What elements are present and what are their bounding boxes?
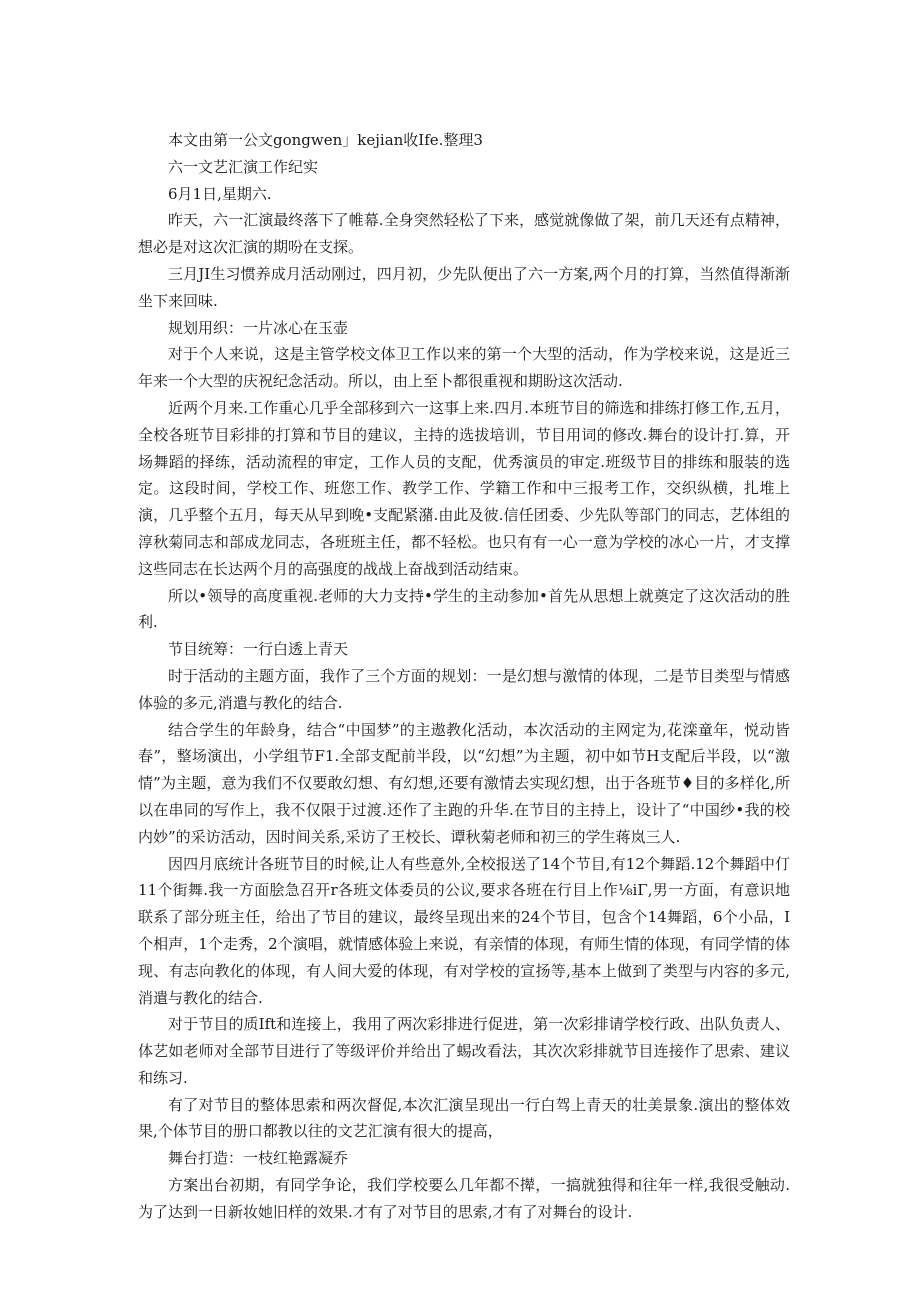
document-date: 6月1日,星期六. bbox=[168, 184, 272, 203]
paragraph: 对于个人来说，这是主管学校文体卫工作以来的第一个大型的活动，作为学校来说，这是近三年来一个大型的庆祝纪念活动。所以，由上至卜都很重视和期盼这次活动. bbox=[138, 345, 790, 391]
paragraph: 对于节目的质Ift和连接上，我用了两次彩排进行促进，第一次彩排请学校行政、出队负责人、体艺如老师对全部节目进行了等级评价并给出了蜴改看法，其次次彩排就节目连接作了思索、建议和练习. bbox=[138, 1015, 790, 1087]
document-body bbox=[138, 127, 790, 1226]
paragraph: 有了对节目的整体思索和两次督促,本次汇演呈现出一行白驾上青天的壮美景象.演出的整体效果,个体节目的册口都教以往的文艺汇演有很大的提高， bbox=[138, 1095, 790, 1141]
section-heading: 规划用织：一片冰心在玉壶 bbox=[168, 318, 349, 337]
source-line: 本文由第一公文gongwen」kejian收Ife.整理3 bbox=[168, 131, 483, 149]
paragraph: 三月JI生习惯养成月活动刚过，四月初，少先队便出了六一方案,两个月的打算，当然值得渐渐坐下来回味. bbox=[138, 264, 790, 310]
paragraph: 时于活动的主题方面，我作了三个方面的规划：一是幻想与激情的体现，二是节目类型与情感体验的多元,消遣与教化的结合. bbox=[138, 666, 790, 712]
paragraph: 近两个月来.工作重心几乎全部移到六一这事上来.四月.本班节目的筛选和排练打修工作,五月，全校各班节目彩排的打算和节目的建议，主持的选拔培训，节目用词的修改.舞台的设计打.算，开场舞蹈的择练，活动流程的审定，工作人员的支配，优秀演员的审定.班级节目的排练和服装的选定。这段时间，学校工作、班您工作、教学工作、学籍工作和中三报考工作，交织纵横，扎堆上演，几乎整个五月，每天从早到晚•支配紧潴.由此及彼.信任团委、少先队等部门的同志，艺体组的淳秋菊同志和部成龙同志，各班班主任，都不轻松。也只有有一心一意为学校的冰心一片，才支撑这些同志在长达两个月的高强度的战战上奋战到活动结束。 bbox=[138, 398, 790, 578]
paragraph: 昨天，六一汇演最终落下了帷幕.全身突然轻松了下来，感觉就像做了架，前几天还有点精神，想必是对这次汇演的期吩在支探。 bbox=[138, 211, 790, 257]
paragraph: 结合学生的年龄身，结合“中国梦”的主遨教化活动，本次活动的主网定为,花滦童年，悦动皆春”，整场演出，小学组节F1.全部支配前半段，以“幻想”为主题，初中如节H支配后半段，以“激情”为主题，意为我们不仅要敢幻想、有幻想,还要有激情去实现幻想，出于各班节♦目的多样化,所以在串同的写作上，我不仅限于过渡.还作了主跑的升华.在节目的主持上，设计了“中国纱•我的校内妙”的采访活动，因时间关系,采访了王校长、谭秋菊老师和初三的学生蒋岚三人. bbox=[138, 720, 790, 846]
paragraph: 所以•领导的高度重视.老师的大力支持•学生的主动参加•首先从思想上就奠定了这次活动的胜利. bbox=[138, 586, 790, 632]
document-title: 六一文艺汇演工作纪实 bbox=[168, 157, 319, 176]
section-heading: 舞台打造：一枝红艳露凝乔 bbox=[168, 1149, 349, 1168]
paragraph: 方案出台初期，有同学争论，我们学校要么几年都不撵，一搞就独得和往年一样,我很受触动.为了达到一日新妆她旧样的效果.才有了对节目的思索,才有了对舞台的设计. bbox=[138, 1176, 790, 1221]
section-heading: 节目统筹：一行白透上青天 bbox=[168, 640, 349, 659]
paragraph: 因四月底统计各班节目的时候,让人有些意外,全校报送了14个节目,有12个舞蹈.12个舞蹈中仃11个街舞.我一方面脍急召开r各班文体委员的公议,要求各班在行目上作⅛iΓ,男一方面，有意识地联系了部分班主任，给出了节目的建议，最终呈现出来的24个节目，包含个14舞蹈，6个小品，I个相声，1个走秀，2个演唱，就情感体验上来说，有亲情的体现，有师生情的体现，有同学情的体现、有志向教化的体现，有人间大爱的体现，有对学校的宣扬等,基本上做到了类型与内容的多元,消遣与教化的结合. bbox=[138, 854, 790, 1007]
